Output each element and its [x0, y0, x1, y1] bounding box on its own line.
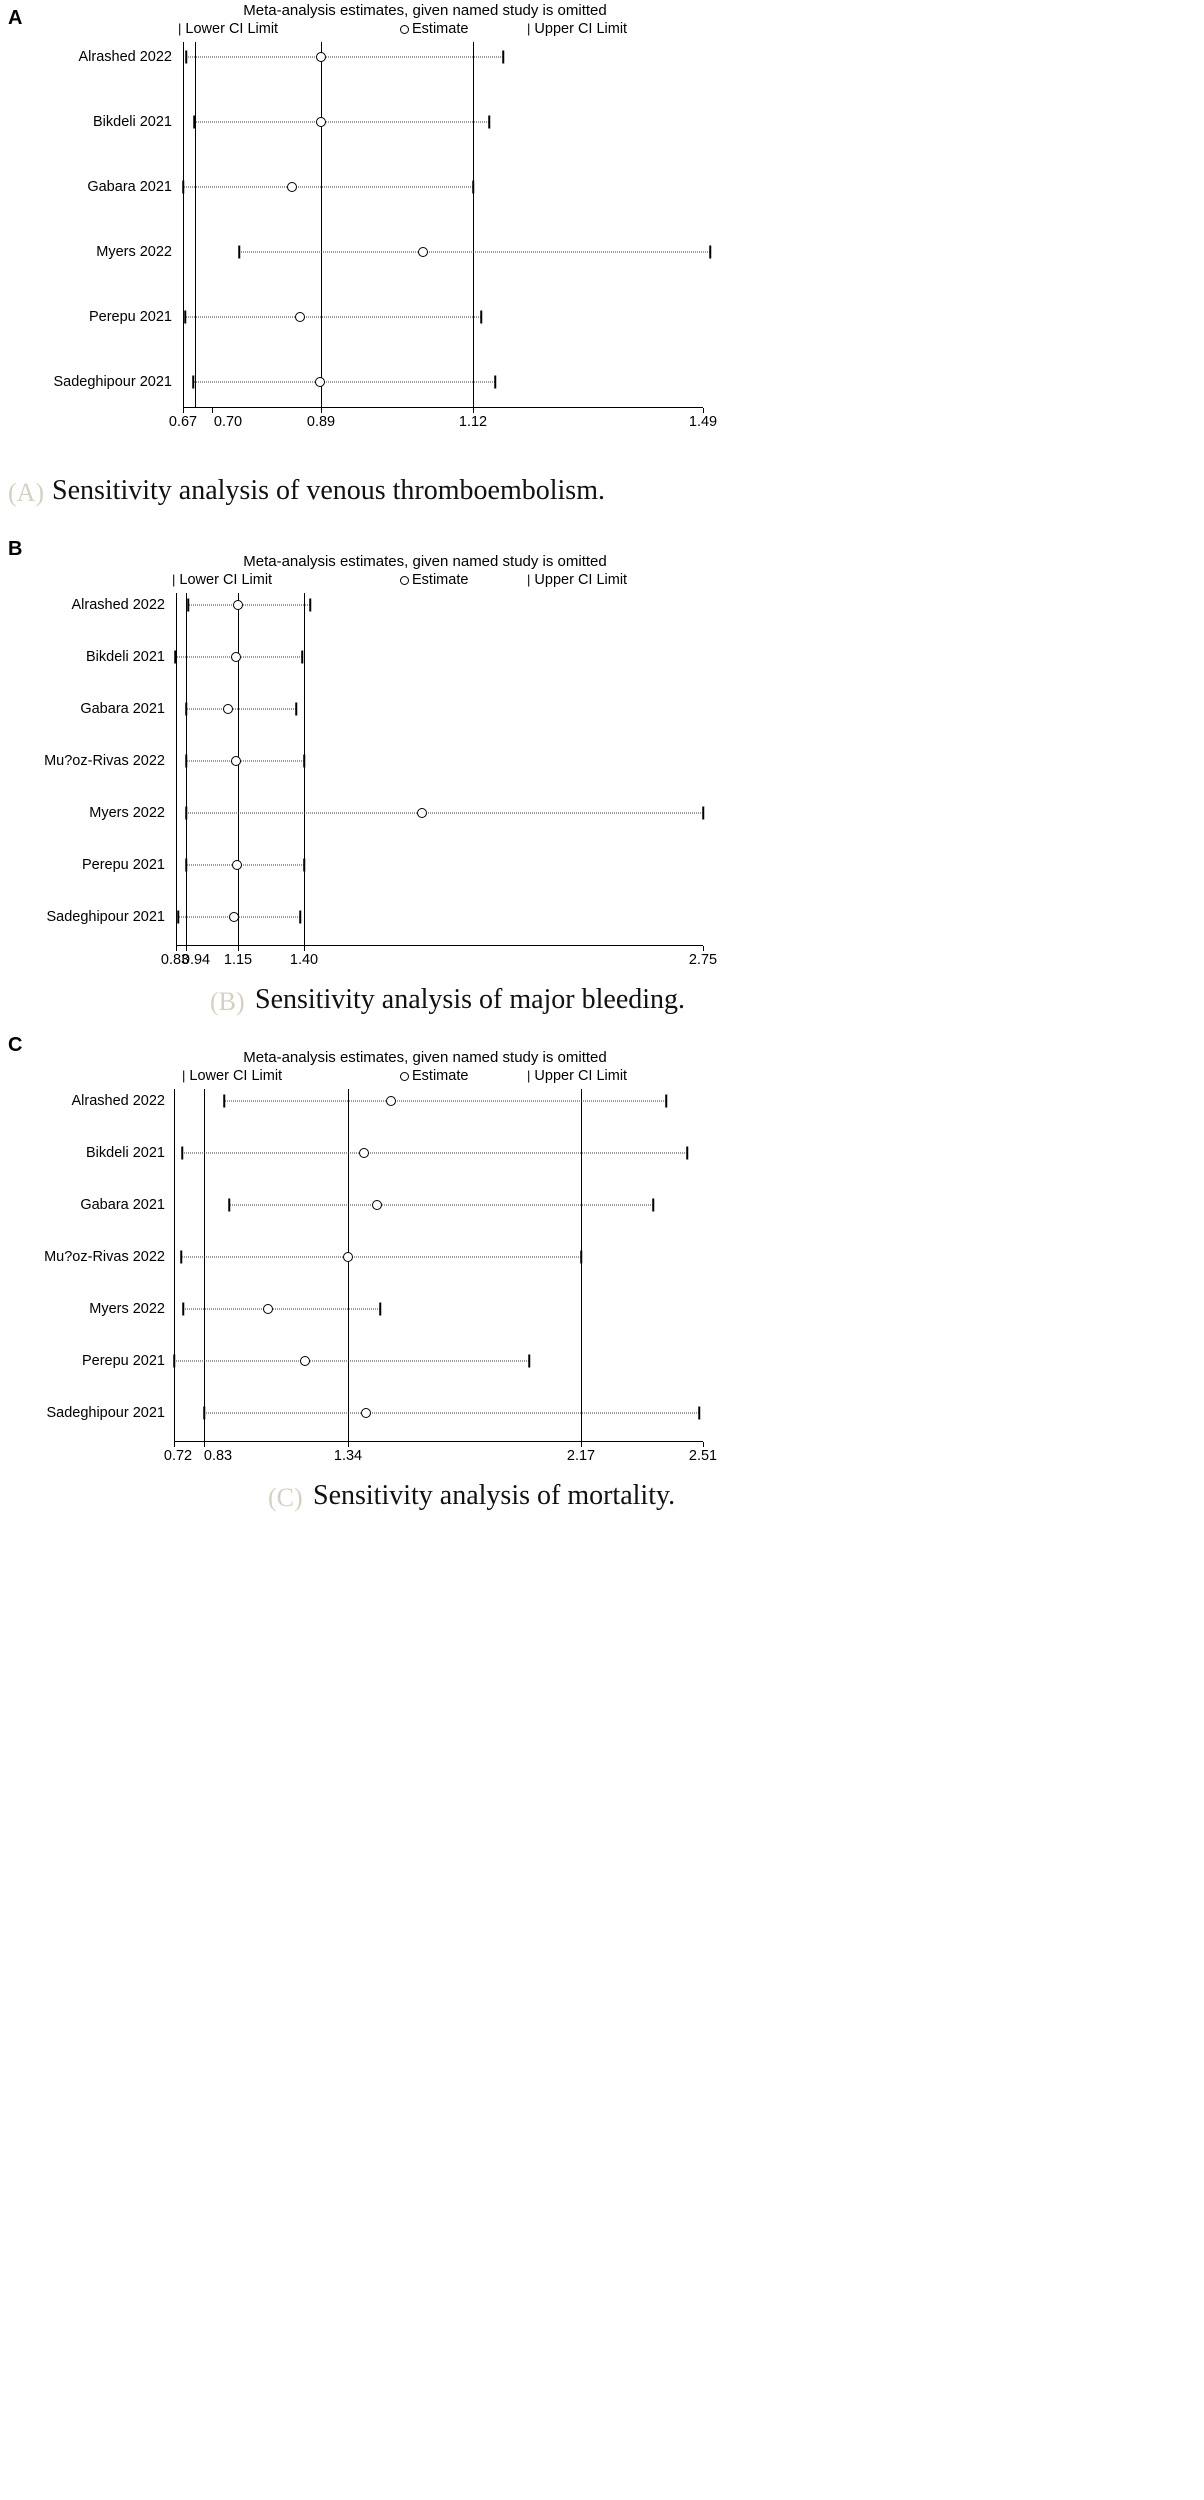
panel-b-plot-area: [0, 593, 1204, 968]
panel-c-row-label-1: Bikdeli 2021: [86, 1145, 165, 1161]
panel-c-estimate-marker-6: [361, 1408, 371, 1418]
panel-a-caption-ghost: (A): [8, 478, 45, 507]
panel-b-ci-line-0: [188, 605, 310, 606]
panel-b-ci-line-6: [178, 917, 300, 918]
panel-b-estimate-marker-6: [229, 912, 239, 922]
panel-b-row-label-1: Bikdeli 2021: [86, 649, 165, 665]
panel-c-estimate-marker-4: [263, 1304, 273, 1314]
panel-a-ci-line-1: [194, 122, 489, 123]
panel-b-estimate-marker-4: [417, 808, 427, 818]
panel-b-legend-upper-label: Upper CI Limit: [534, 572, 628, 588]
panel-c-row-label-0: Alrashed 2022: [71, 1093, 165, 1109]
panel-c-tick-label-0: 0.72: [163, 1448, 193, 1464]
panel-b-estimate-marker-5: [232, 860, 242, 870]
panel-b-tick-label-4: 2.75: [688, 952, 718, 968]
panel-b-lower-cap-4: [185, 807, 187, 820]
panel-c-row-label-4: Myers 2022: [89, 1301, 165, 1317]
panel-b-upper-cap-3: [303, 755, 305, 768]
panel-b-estimate-marker-2: [223, 704, 233, 714]
upper-ci-glyph-icon: |: [527, 572, 531, 587]
panel-a-row-label-0: Alrashed 2022: [78, 49, 172, 65]
panel-c-ci-line-5: [174, 1361, 529, 1362]
panel-b-refline-0.83: [176, 593, 177, 945]
panel-b-x-axis: [176, 945, 703, 946]
panel-a-refline-0.89: [321, 42, 322, 407]
panel-c-refline-2.17: [581, 1089, 582, 1441]
panel-a-estimate-marker-3: [418, 247, 428, 257]
panel-a-lower-cap-0: [185, 51, 187, 64]
panel-b-lower-cap-1: [174, 651, 176, 664]
panel-c-legend-estimate: [400, 1068, 468, 1084]
panel-c-upper-cap-3: [580, 1251, 582, 1264]
panel-a-caption: Sensitivity analysis of venous thromboembolism.: [52, 475, 605, 506]
panel-c-tick-4: [703, 1442, 704, 1447]
panel-a-estimate-marker-1: [316, 117, 326, 127]
upper-ci-glyph-icon: |: [527, 21, 531, 36]
panel-c-row-label-5: Perepu 2021: [81, 1353, 165, 1369]
panel-letter-b: B: [8, 538, 23, 560]
panel-c-legend-lower-label: Lower CI Limit: [189, 1068, 283, 1084]
panel-a-row-label-1: Bikdeli 2021: [93, 114, 172, 130]
panel-c-tick-0: [174, 1442, 175, 1447]
panel-c-tick-1: [204, 1442, 205, 1447]
panel-b-caption-ghost: (B): [210, 987, 245, 1016]
estimate-marker-icon: [400, 25, 409, 34]
panel-b-tick-label-0: 0.83: [160, 952, 190, 968]
panel-a-row-label-4: Perepu 2021: [88, 309, 172, 325]
panel-b-lower-cap-3: [185, 755, 187, 768]
panel-a-ci-line-2: [183, 187, 473, 188]
panel-c-tick-label-3: 2.17: [566, 1448, 596, 1464]
panel-a-tick-1: [212, 408, 213, 413]
upper-ci-glyph-icon: |: [527, 1068, 531, 1083]
panel-a-estimate-marker-5: [315, 377, 325, 387]
panel-b-ci-line-4: [186, 813, 703, 814]
panel-a-chart-title: Meta-analysis estimates, given named study is omitted: [243, 2, 607, 19]
panel-c-estimate-marker-3: [343, 1252, 353, 1262]
panel-a-legend-lower: [178, 21, 278, 37]
panel-c-tick-label-2: 1.34: [333, 1448, 363, 1464]
panel-c-tick-label-4: 2.51: [688, 1448, 718, 1464]
panel-b-tick-label-2: 1.15: [223, 952, 253, 968]
panel-a-tick-label-4: 1.49: [688, 414, 718, 430]
panel-c-lower-cap-6: [203, 1407, 205, 1420]
panel-c-lower-cap-0: [223, 1095, 225, 1108]
panel-b-upper-cap-6: [299, 911, 301, 924]
panel-a-tick-label-2: 0.89: [306, 414, 336, 430]
panel-c-upper-cap-2: [652, 1199, 654, 1212]
panel-b-tick-3: [304, 946, 305, 951]
panel-c-caption: Sensitivity analysis of mortality.: [313, 1480, 676, 1511]
panel-a-tick-4: [703, 408, 704, 413]
panel-b-refline-1.40: [304, 593, 305, 945]
panel-a-upper-cap-3: [709, 246, 711, 259]
panel-b-refline-1.15: [238, 593, 239, 945]
panel-b-upper-cap-2: [295, 703, 297, 716]
panel-b-tick-label-1: 0.94: [181, 952, 211, 968]
panel-a-upper-cap-2: [472, 181, 474, 194]
panel-b-tick-1: [186, 946, 187, 951]
panel-b-row-label-4: Myers 2022: [89, 805, 165, 821]
panel-c-upper-cap-0: [665, 1095, 667, 1108]
panel-c-upper-cap-4: [379, 1303, 381, 1316]
panel-b-lower-cap-0: [187, 599, 189, 612]
panel-b-upper-cap-4: [702, 807, 704, 820]
panel-a-row-label-3: Myers 2022: [96, 244, 172, 260]
panel-c-lower-cap-4: [182, 1303, 184, 1316]
panel-b-upper-cap-0: [309, 599, 311, 612]
panel-b-ci-line-5: [186, 865, 304, 866]
panel-b-lower-cap-6: [177, 911, 179, 924]
panel-b-lower-cap-2: [185, 703, 187, 716]
panel-b-estimate-marker-1: [231, 652, 241, 662]
panel-a-row-label-2: Gabara 2021: [87, 179, 172, 195]
panel-c-caption-ghost: (C): [268, 1483, 303, 1512]
panel-c-upper-cap-6: [698, 1407, 700, 1420]
panel-c-estimate-marker-1: [359, 1148, 369, 1158]
panel-c-refline-1.34: [348, 1089, 349, 1441]
panel-b-refline-0.94: [186, 593, 187, 945]
panel-a-legend-estimate: [400, 21, 468, 37]
panel-c-tick-label-1: 0.83: [203, 1448, 233, 1464]
panel-c-ci-line-0: [224, 1101, 666, 1102]
panel-c: [0, 1033, 1204, 1553]
estimate-marker-icon: [400, 1072, 409, 1081]
panel-b-estimate-marker-3: [231, 756, 241, 766]
panel-b-estimate-marker-0: [233, 600, 243, 610]
panel-c-ci-line-3: [181, 1257, 581, 1258]
panel-a-estimate-marker-2: [287, 182, 297, 192]
panel-b-tick-label-3: 1.40: [289, 952, 319, 968]
panel-b-lower-cap-5: [185, 859, 187, 872]
panel-c-upper-cap-1: [686, 1147, 688, 1160]
panel-a-ci-line-0: [186, 57, 503, 58]
panel-b-chart-title: Meta-analysis estimates, given named study is omitted: [243, 553, 607, 570]
panel-a-tick-label-1: 0.70: [213, 414, 243, 430]
panel-a-ci-line-4: [185, 317, 481, 318]
panel-c-chart-title: Meta-analysis estimates, given named study is omitted: [243, 1049, 607, 1066]
panel-b-upper-cap-5: [303, 859, 305, 872]
panel-a-upper-cap-4: [480, 311, 482, 324]
panel-b-row-label-6: Sadeghipour 2021: [46, 909, 165, 925]
panel-a-refline-1.12: [473, 42, 474, 407]
panel-b-legend-estimate: [400, 572, 468, 588]
panel-a-lower-cap-3: [238, 246, 240, 259]
panel-c-legend-estimate-label: Estimate: [412, 1068, 469, 1084]
panel-c-row-label-6: Sadeghipour 2021: [46, 1405, 165, 1421]
panel-c-tick-2: [348, 1442, 349, 1447]
panel-c-estimate-marker-2: [372, 1200, 382, 1210]
panel-a-ci-line-3: [239, 252, 710, 253]
panel-c-estimate-marker-5: [300, 1356, 310, 1366]
panel-a-legend-estimate-label: Estimate: [412, 21, 469, 37]
panel-a-upper-cap-1: [488, 116, 490, 129]
panel-a-plot-area: [0, 42, 1204, 430]
panel-a-tick-0: [183, 408, 184, 413]
panel-c-x-axis: [174, 1441, 703, 1442]
panel-a-tick-3: [473, 408, 474, 413]
panel-c-refline-0.72: [174, 1089, 175, 1441]
panel-c-row-label-2: Gabara 2021: [80, 1197, 165, 1213]
panel-b-ci-line-3: [186, 761, 304, 762]
panel-b-caption: Sensitivity analysis of major bleeding.: [255, 984, 686, 1015]
panel-c-tick-3: [581, 1442, 582, 1447]
panel-a-estimate-marker-4: [295, 312, 305, 322]
panel-c-plot-area: [0, 1089, 1204, 1464]
panel-b-upper-cap-1: [301, 651, 303, 664]
panel-c-ci-line-2: [229, 1205, 653, 1206]
panel-a-ci-line-5: [193, 382, 495, 383]
panel-b-ci-line-2: [186, 709, 296, 710]
panel-a-legend-lower-label: Lower CI Limit: [185, 21, 279, 37]
panel-a-x-axis: [183, 407, 703, 408]
panel-b-tick-0: [176, 946, 177, 951]
panel-a-lower-cap-5: [192, 376, 194, 389]
panel-c-refline-0.83: [204, 1089, 205, 1441]
panel-letter-c: C: [8, 1034, 23, 1056]
panel-a: [0, 0, 1204, 520]
panel-a-lower-cap-2: [182, 181, 184, 194]
panel-a-refline-0.67: [183, 42, 184, 407]
panel-a-row-label-5: Sadeghipour 2021: [53, 374, 172, 390]
panel-b-legend-lower-label: Lower CI Limit: [179, 572, 273, 588]
panel-a-tick-2: [321, 408, 322, 413]
panel-c-lower-cap-1: [181, 1147, 183, 1160]
panel-a-estimate-marker-0: [316, 52, 326, 62]
panel-b-legend-lower: [172, 572, 272, 588]
panel-a-legend-upper-label: Upper CI Limit: [534, 21, 628, 37]
estimate-marker-icon: [400, 576, 409, 585]
panel-c-lower-cap-5: [173, 1355, 175, 1368]
lower-ci-glyph-icon: |: [182, 1068, 186, 1083]
panel-b-tick-2: [238, 946, 239, 951]
panel-b-legend-estimate-label: Estimate: [412, 572, 469, 588]
panel-b-row-label-2: Gabara 2021: [80, 701, 165, 717]
panel-a-lower-cap-1: [193, 116, 195, 129]
panel-b-legend-upper: [527, 572, 627, 588]
panel-a-legend-upper: [527, 21, 627, 37]
panel-a-tick-label-0: 0.67: [168, 414, 198, 430]
panel-c-ci-line-1: [182, 1153, 687, 1154]
panel-c-lower-cap-2: [228, 1199, 230, 1212]
panel-a-upper-cap-5: [494, 376, 496, 389]
panel-a-lower-cap-4: [184, 311, 186, 324]
panel-b-row-label-0: Alrashed 2022: [71, 597, 165, 613]
panel-c-row-label-3: Mu?oz-Rivas 2022: [44, 1249, 165, 1265]
panel-b-tick-4: [703, 946, 704, 951]
panel-a-tick-label-3: 1.12: [458, 414, 488, 430]
panel-c-legend-lower: [182, 1068, 282, 1084]
lower-ci-glyph-icon: |: [172, 572, 176, 587]
panel-a-upper-cap-0: [502, 51, 504, 64]
panel-b-row-label-3: Mu?oz-Rivas 2022: [44, 753, 165, 769]
panel-c-estimate-marker-0: [386, 1096, 396, 1106]
panel-b: [0, 537, 1204, 1057]
lower-ci-glyph-icon: |: [178, 21, 182, 36]
panel-c-lower-cap-3: [180, 1251, 182, 1264]
panel-c-legend-upper: [527, 1068, 627, 1084]
panel-c-upper-cap-5: [528, 1355, 530, 1368]
panel-a-refline-0.70: [195, 42, 196, 407]
panel-letter-a: A: [8, 7, 23, 29]
panel-c-ci-line-4: [183, 1309, 380, 1310]
panel-c-ci-line-6: [204, 1413, 699, 1414]
panel-b-row-label-5: Perepu 2021: [81, 857, 165, 873]
panel-c-legend-upper-label: Upper CI Limit: [534, 1068, 628, 1084]
